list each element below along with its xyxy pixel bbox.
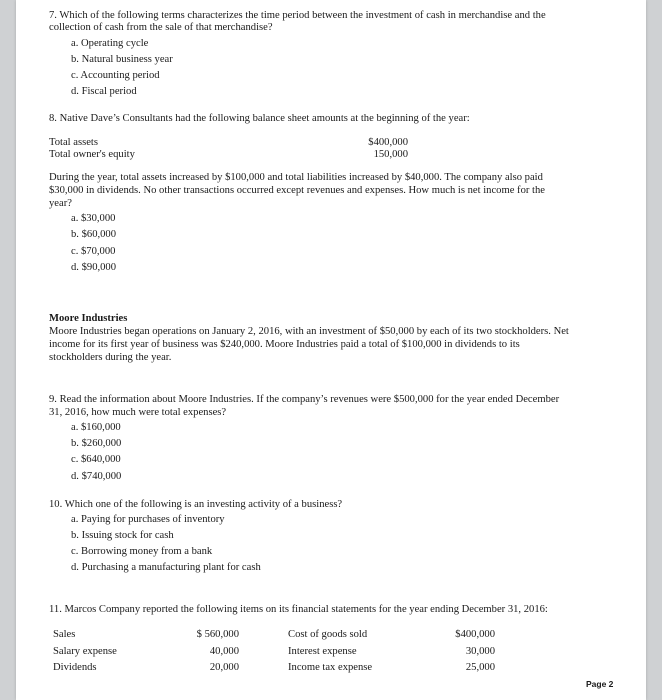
q8-row-label: Total assets	[49, 137, 98, 148]
q8-stem: 8. Native Dave’s Consultants had the following balance sheet amounts at the beginning of the year:	[49, 113, 470, 124]
document-page	[16, 0, 646, 700]
q7-option-c: c. Accounting period	[71, 70, 160, 81]
q8-option-b: b. $60,000	[71, 229, 117, 240]
q9-option-a: a. $160,000	[71, 422, 121, 433]
moore-paragraph-line3: stockholders during the year.	[49, 352, 172, 363]
q11-item-label: Interest expense	[288, 646, 357, 657]
q11-item-value: 40,000	[209, 646, 239, 657]
q11-item-value: 20,000	[209, 662, 239, 673]
q8-paragraph-line2: $30,000 in dividends. No other transactions occurred except revenues and expenses. How much is net income for the	[49, 185, 545, 196]
q8-paragraph-line1: During the year, total assets increased by $100,000 and total liabilities increased by $40,000. The company also paid	[49, 172, 543, 183]
q8-row-value: $400,000	[368, 137, 408, 148]
q10-option-d: d. Purchasing a manufacturing plant for cash	[71, 562, 261, 573]
q9-option-b: b. $260,000	[71, 438, 122, 449]
q11-item-label: Cost of goods sold	[288, 629, 368, 640]
q9-stem-line1: 9. Read the information about Moore Industries. If the company’s revenues were $500,000 for the year ended December	[49, 394, 560, 405]
moore-paragraph-line2: income for its first year of business was $240,000. Moore Industries paid a total of $100,000 in dividends to its	[49, 339, 520, 350]
q11-stem: 11. Marcos Company reported the following items on its financial statements for the year ending December 31, 2016:	[49, 604, 548, 615]
q11-item-label: Sales	[53, 629, 76, 640]
q11-item-label: Income tax expense	[288, 662, 373, 673]
q8-paragraph-line3: year?	[49, 198, 72, 209]
q11-item-label: Salary expense	[53, 646, 117, 657]
q8-option-d: d. $90,000	[71, 262, 117, 273]
q7-option-b: b. Natural business year	[71, 54, 173, 65]
q10-option-c: c. Borrowing money from a bank	[71, 546, 213, 557]
q11-item-value: $ 560,000	[196, 629, 239, 640]
q11-item-value: $400,000	[455, 629, 495, 640]
q8-option-c: c. $70,000	[71, 246, 116, 257]
q7-stem-line1: 7. Which of the following terms characterizes the time period between the investment of cash in merchandise and the	[49, 10, 546, 21]
q8-row-label: Total owner's equity	[49, 149, 135, 160]
moore-heading: Moore Industries	[49, 313, 128, 324]
q9-stem-line2: 31, 2016, how much were total expenses?	[49, 407, 227, 418]
q7-option-a: a. Operating cycle	[71, 38, 149, 49]
q8-option-a: a. $30,000	[71, 213, 116, 224]
q11-item-value: 25,000	[465, 662, 495, 673]
q11-item-label: Dividends	[53, 662, 97, 673]
q10-stem: 10. Which one of the following is an investing activity of a business?	[49, 499, 343, 510]
q10-option-a: a. Paying for purchases of inventory	[71, 514, 225, 525]
q10-option-b: b. Issuing stock for cash	[71, 530, 174, 541]
q9-option-d: d. $740,000	[71, 471, 122, 482]
q9-option-c: c. $640,000	[71, 454, 121, 465]
q7-option-d: d. Fiscal period	[71, 86, 137, 97]
q7-stem-line2: collection of cash from the sale of that merchandise?	[49, 22, 273, 33]
moore-paragraph-line1: Moore Industries began operations on January 2, 2016, with an investment of $50,000 by each of its two stockholders. Net	[49, 326, 569, 337]
q8-row-value: 150,000	[373, 149, 408, 160]
q11-item-value: 30,000	[465, 646, 495, 657]
page-number: Page 2	[586, 679, 614, 689]
